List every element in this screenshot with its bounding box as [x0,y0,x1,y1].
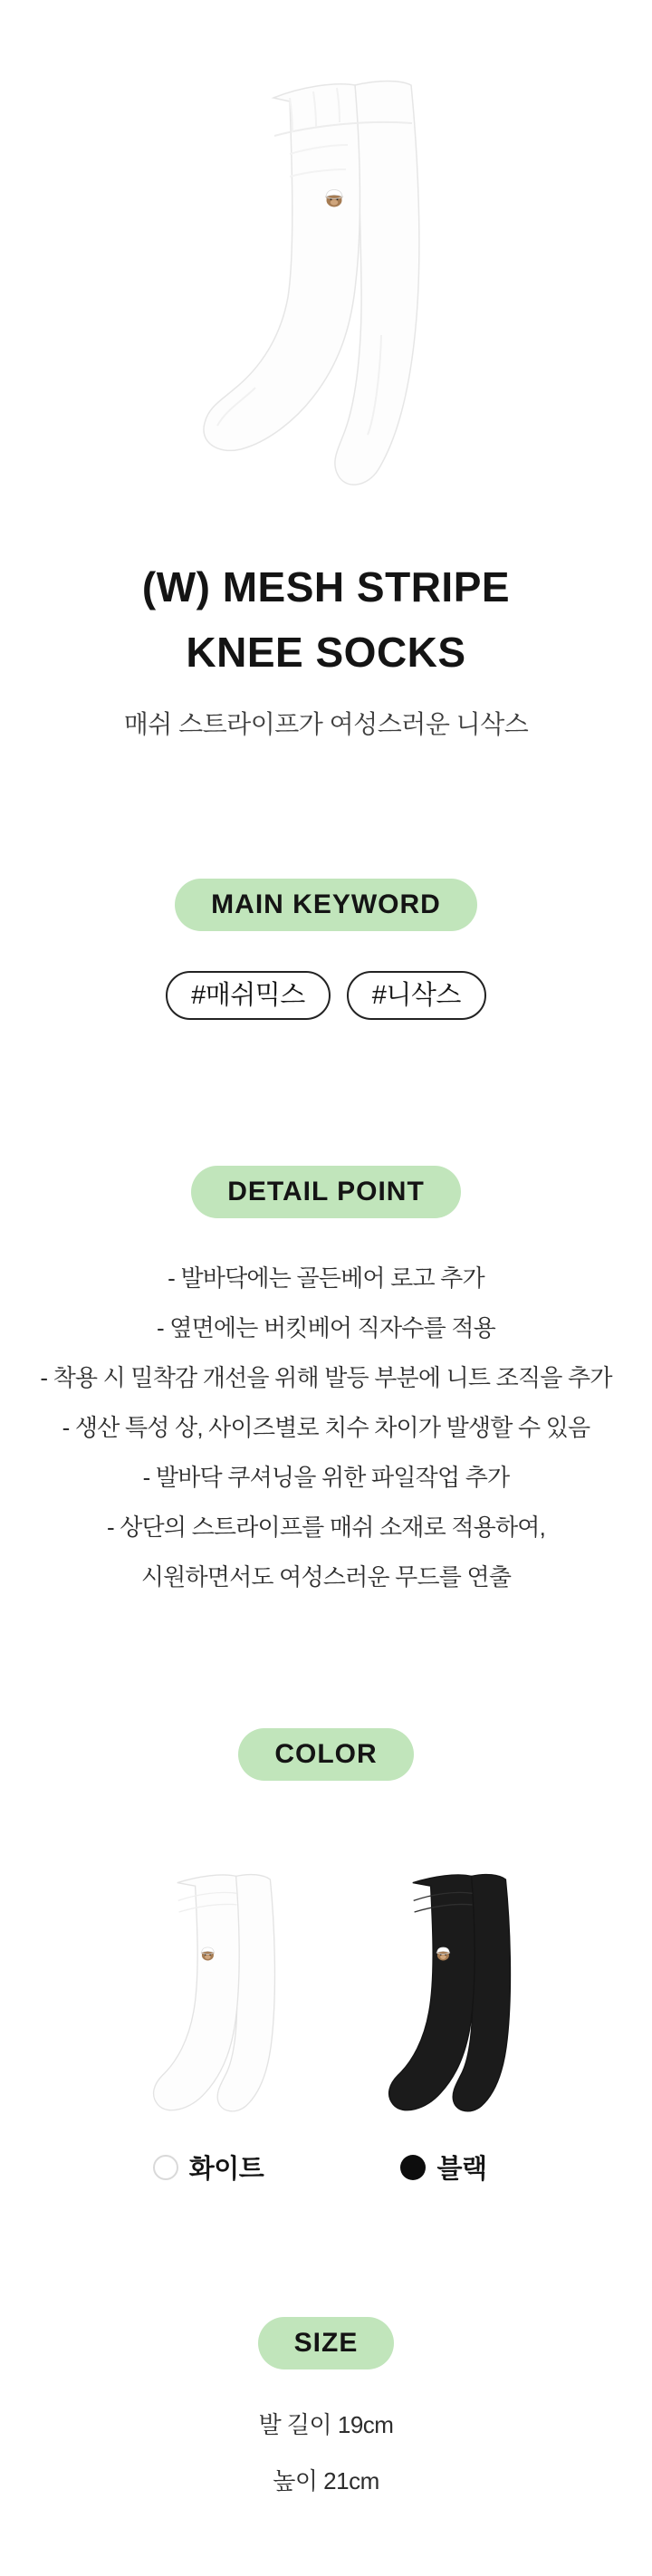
color-option-image-white [131,1871,285,2116]
product-subtitle: 매쉬 스트라이프가 여성스러운 니삭스 [123,710,529,738]
detail-line: - 발바닥 쿠셔닝을 위한 파일작업 추가 [142,1464,510,1491]
product-title-line-2: KNEE SOCKS [186,629,466,676]
detail-line: 시원하면서도 여성스러운 무드를 연출 [140,1563,512,1591]
color-option-image-black [367,1871,521,2116]
color-badge: COLOR [238,1728,413,1781]
detail-point-list [0,1254,652,1602]
black-swatch-icon [400,2155,426,2180]
white-swatch-icon [153,2155,178,2180]
page-title [0,554,652,685]
size-badge: SIZE [258,2317,395,2369]
detail-line: - 생산 특성 상, 사이즈별로 치수 차이가 발생할 수 있음 [62,1414,590,1441]
detail-line: - 발바닥에는 골든베어 로고 추가 [168,1264,484,1292]
keyword-tag-knee-socks: #니삭스 [347,971,486,1020]
color-option-white-label: 화이트 [188,2155,264,2184]
hero-product-image [154,45,498,516]
color-option-black-label: 블랙 [436,2155,487,2184]
detail-point-badge: DETAIL POINT [191,1166,461,1218]
size-spec-height: 높이 21cm [273,2467,379,2494]
knee-socks-illustration [154,45,498,516]
color-option-black [326,2148,561,2186]
detail-line: - 옆면에는 버킷베어 직자수를 적용 [157,1314,495,1341]
size-spec-foot-length: 발 길이 19cm [258,2411,394,2438]
product-title-line-1: (W) MESH STRIPE [141,563,511,610]
detail-line: - 착용 시 밀착감 개선을 위해 발등 부분에 니트 조직을 추가 [40,1364,612,1391]
keyword-tag-mesh-mix: #매쉬믹스 [166,971,331,1020]
detail-line: - 상단의 스트라이프를 매쉬 소재로 적용하여, [106,1514,546,1541]
color-option-white [91,2148,326,2186]
keyword-tags [0,971,652,1020]
color-options [0,2148,652,2186]
main-keyword-badge: MAIN KEYWORD [175,879,477,931]
